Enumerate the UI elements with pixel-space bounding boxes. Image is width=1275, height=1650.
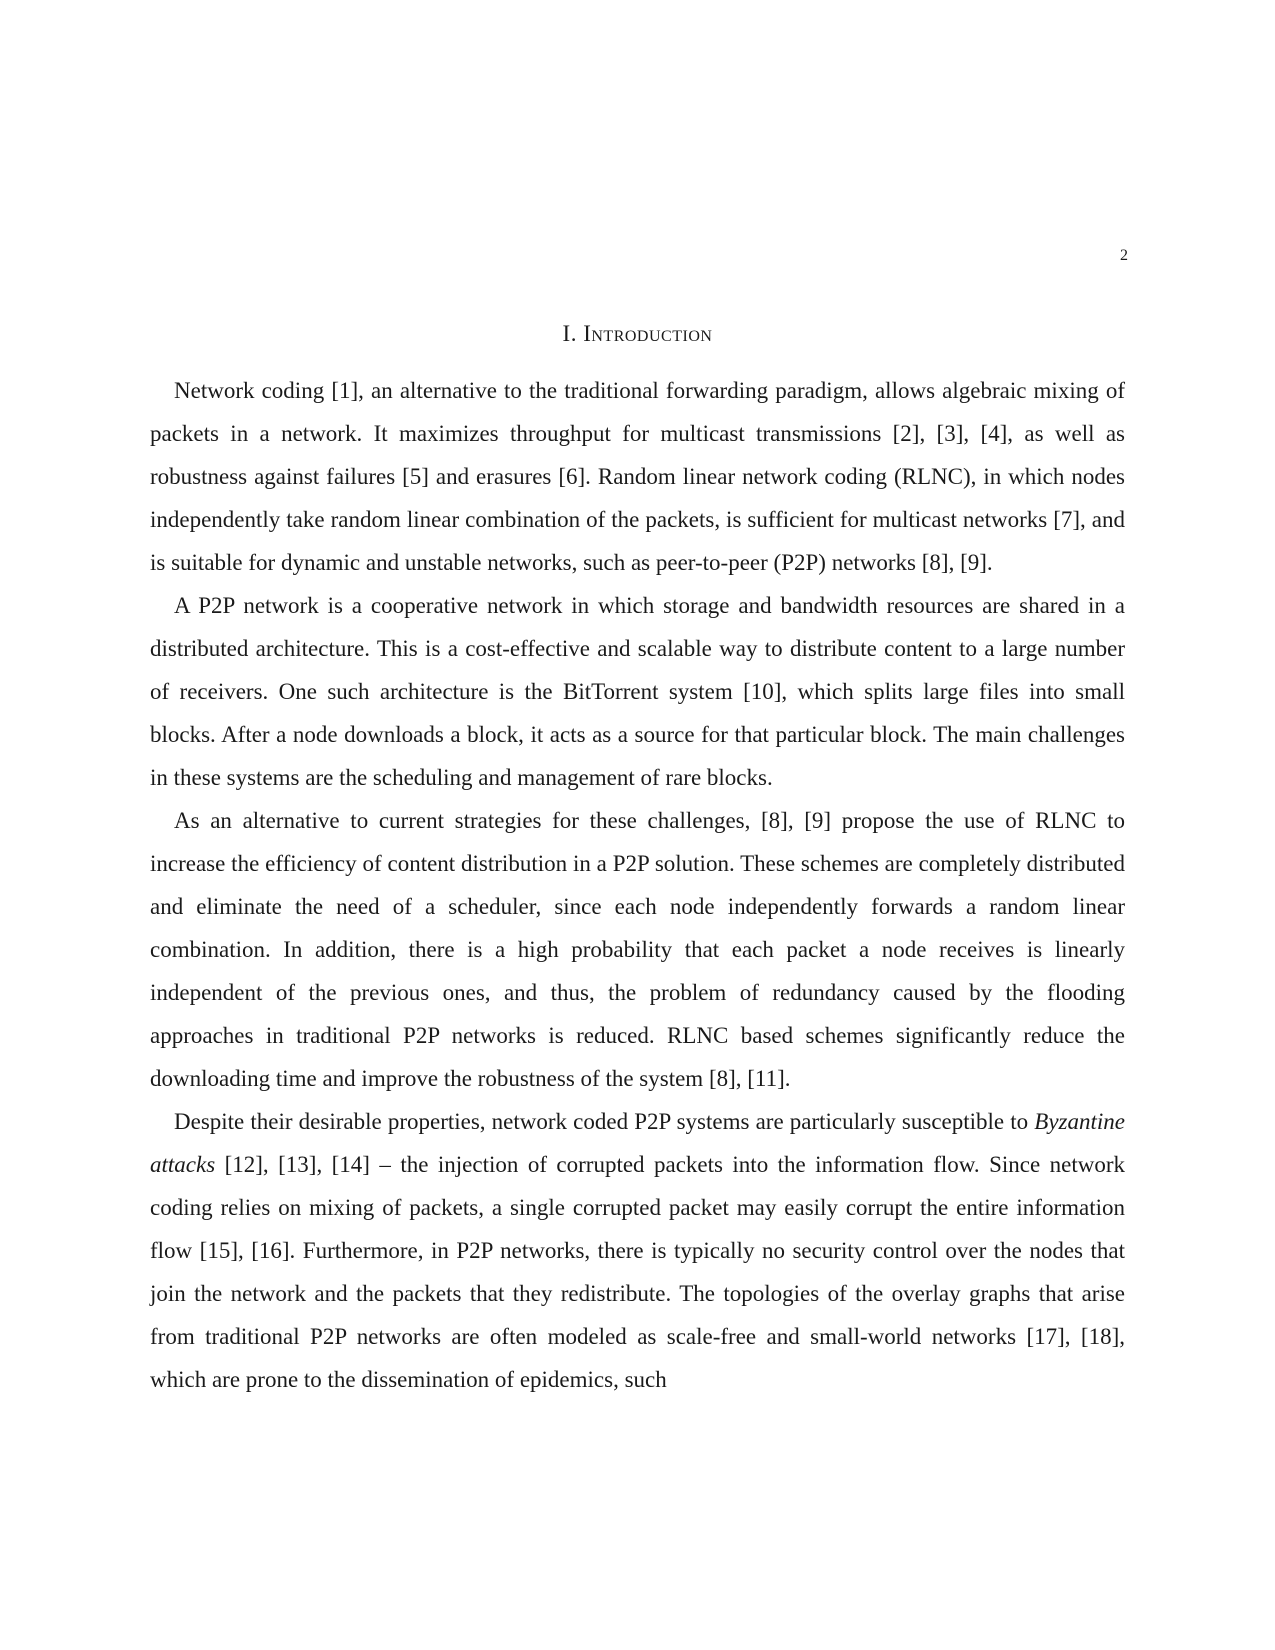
paragraph-byzantine-attacks <box>150 1100 1125 1401</box>
paragraph-byzantine-lead: Despite their desirable properties, network coded P2P systems are particularly susceptible to <box>174 1109 1029 1134</box>
section-numeral: I. <box>562 321 577 346</box>
section-heading <box>0 322 1275 345</box>
paragraph-rlnc-alternative: As an alternative to current strategies for these challenges, [8], [9] propose the use of RLNC to increase the efficiency of content distribution in a P2P solution. These schemes are completely distributed and eliminate the need of a scheduler, since each node independently forwards a random linear combination. In addition, there is a high probability that each packet a node receives is linearly independent of the previous ones, and thus, the problem of redundancy caused by the flooding approaches in traditional P2P networks is reduced. RLNC based schemes significantly reduce the downloading time and improve the robustness of the system [8], [11]. <box>150 808 1125 1091</box>
page-number: 2 <box>1120 247 1128 264</box>
byzantine-attacks-emphasis: Byzantine attacks <box>150 1109 1125 1177</box>
paragraph-byzantine-rest: [12], [13], [14] – the injection of corrupted packets into the information flow. Since network coding relies on mixing of packets, a single corrupted packet may easily corrupt the entire information flow [15], [16]. Furthermore, in P2P networks, there is typically no security control over the nodes that join the network and the packets that they redistribute. The topologies of the overlay graphs that arise from traditional P2P networks are often modeled as scale-free and small-world networks [17], [18], which are prone to the dissemination of epidemics, such <box>150 1152 1125 1392</box>
paragraph-network-coding: Network coding [1], an alternative to the traditional forwarding paradigm, allows algebraic mixing of packets in a network. It maximizes throughput for multicast transmissions [2], [3], [4], as well as robustness against failures [5] and erasures [6]. Random linear network coding (RLNC), in which nodes independently take random linear combination of the packets, is sufficient for multicast networks [7], and is suitable for dynamic and unstable networks, such as peer-to-peer (P2P) networks [8], [9]. <box>150 378 1125 575</box>
section-title: Introduction <box>583 321 713 346</box>
paragraph-p2p-network: A P2P network is a cooperative network in which storage and bandwidth resources are shared in a distributed architecture. This is a cost-effective and scalable way to distribute content to a large number of receivers. One such architecture is the BitTorrent system [10], which splits large files into small blocks. After a node downloads a block, it acts as a source for that particular block. The main challenges in these systems are the scheduling and management of rare blocks. <box>150 593 1125 790</box>
body-text <box>150 369 1125 1401</box>
